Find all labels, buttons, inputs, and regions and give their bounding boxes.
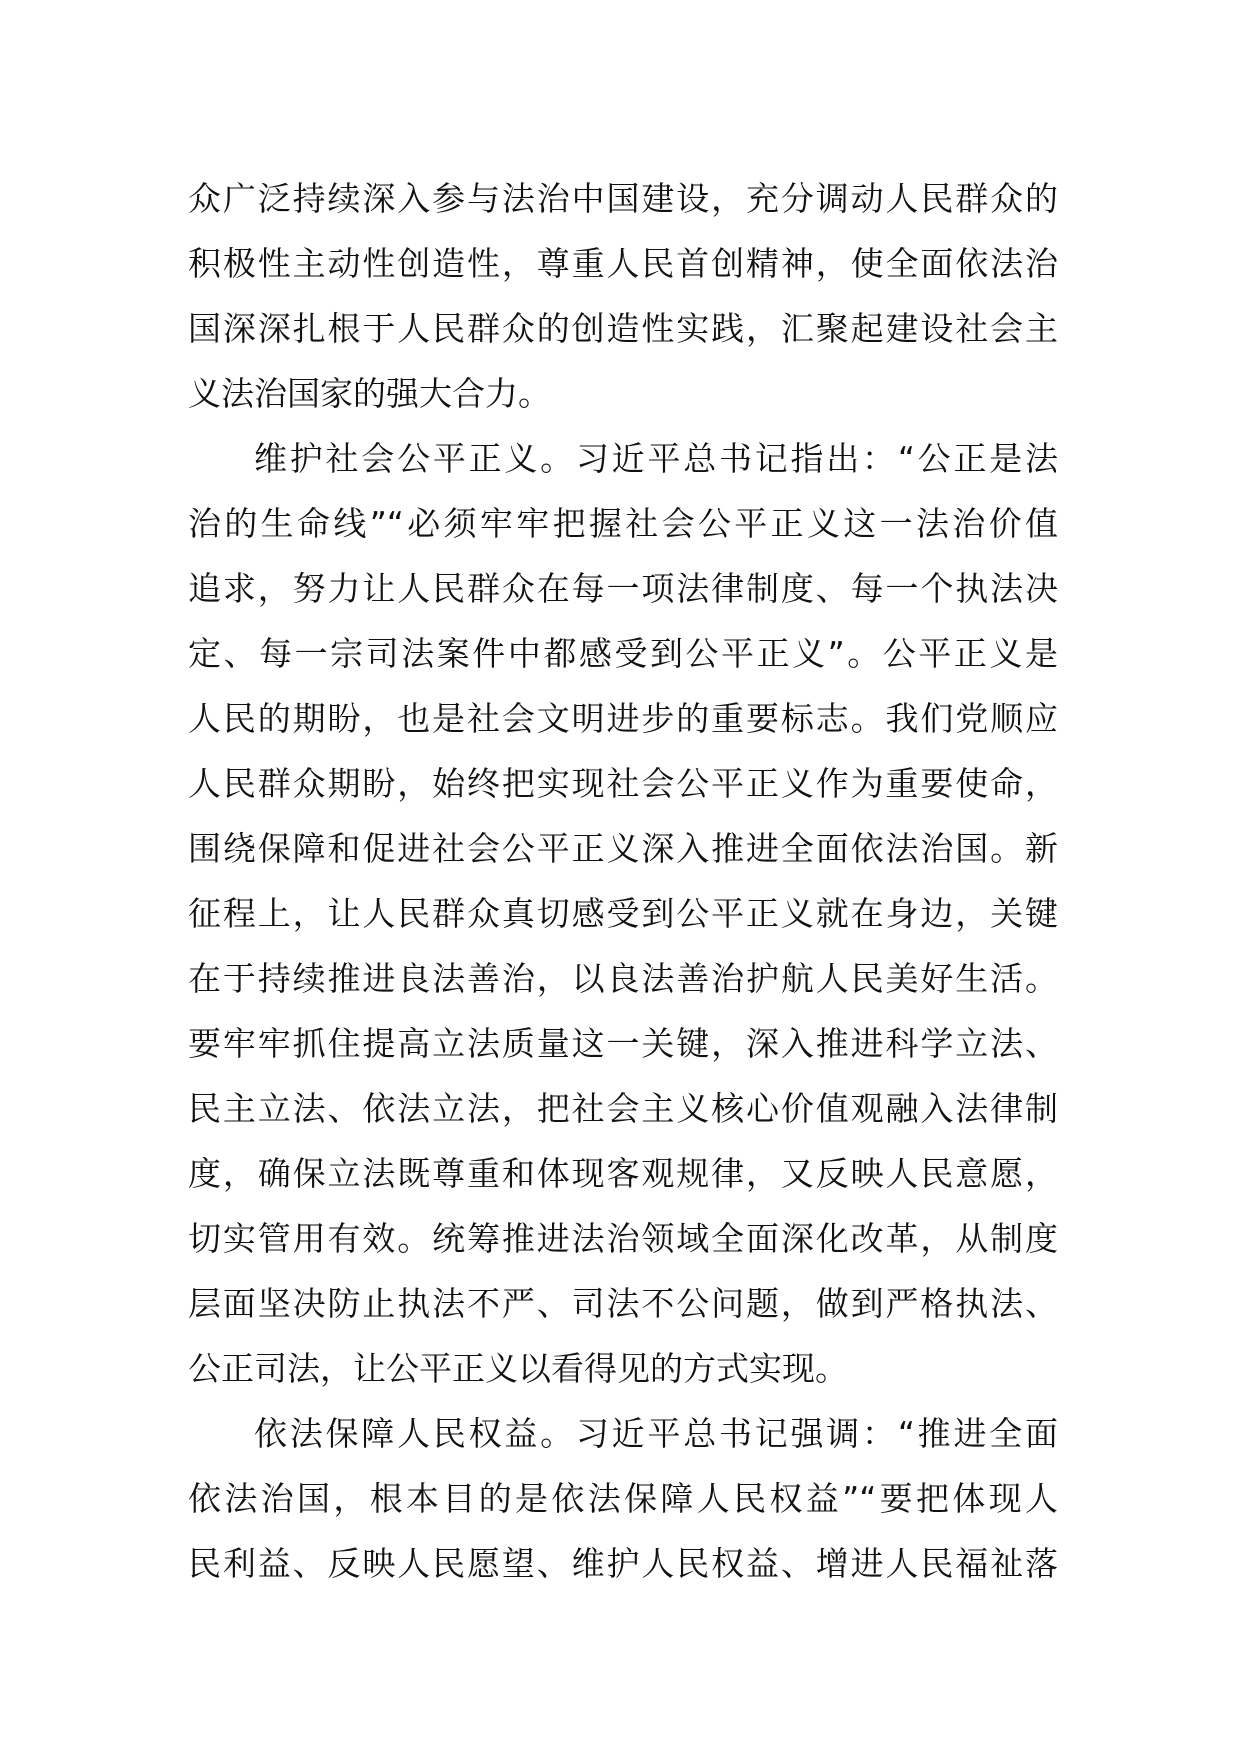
paragraph-line: 围绕保障和促进社会公平正义深入推进全面依法治国。新	[188, 829, 1058, 868]
paragraph-line: 切实管用有效。统筹推进法治领域全面深化改革，从制度	[188, 1219, 1058, 1258]
paragraph-line: 定、每一宗司法案件中都感受到公平正义”。公平正义是	[188, 634, 1058, 673]
document-body	[188, 166, 1058, 1596]
paragraph-line: 要牢牢抓住提高立法质量这一关键，深入推进科学立法、	[188, 1024, 1058, 1063]
paragraph-line: 公正司法，让公平正义以看得见的方式实现。	[188, 1349, 848, 1388]
paragraph-line: 国深深扎根于人民群众的创造性实践，汇聚起建设社会主	[188, 309, 1058, 348]
paragraph-line: 众广泛持续深入参与法治中国建设，充分调动人民群众的	[188, 179, 1058, 218]
paragraph-line: 民主立法、依法立法，把社会主义核心价值观融入法律制	[188, 1089, 1058, 1128]
paragraph-line: 积极性主动性创造性，尊重人民首创精神，使全面依法治	[188, 244, 1058, 283]
paragraph-line: 维护社会公平正义。习近平总书记指出：“公正是法	[254, 439, 1058, 478]
paragraph-line: 追求，努力让人民群众在每一项法律制度、每一个执法决	[188, 569, 1058, 608]
paragraph-line: 依法保障人民权益。习近平总书记强调：“推进全面	[254, 1414, 1058, 1453]
paragraph-2	[188, 426, 1058, 1401]
paragraph-line: 民利益、反映人民愿望、维护人民权益、增进人民福祉落	[188, 1544, 1058, 1583]
paragraph-3	[188, 1401, 1058, 1596]
paragraph-line: 人民的期盼，也是社会文明进步的重要标志。我们党顺应	[188, 699, 1058, 738]
paragraph-line: 度，确保立法既尊重和体现客观规律，又反映人民意愿，	[188, 1154, 1058, 1193]
paragraph-line: 依法治国，根本目的是依法保障人民权益”“要把体现人	[188, 1479, 1058, 1518]
paragraph-line: 层面坚决防止执法不严、司法不公问题，做到严格执法、	[188, 1284, 1058, 1323]
paragraph-line: 征程上，让人民群众真切感受到公平正义就在身边，关键	[188, 894, 1058, 933]
paragraph-1	[188, 166, 1058, 426]
paragraph-line: 义法治国家的强大合力。	[188, 374, 551, 413]
paragraph-line: 在于持续推进良法善治，以良法善治护航人民美好生活。	[188, 959, 1058, 998]
paragraph-line: 治的生命线”“必须牢牢把握社会公平正义这一法治价值	[188, 504, 1058, 543]
paragraph-line: 人民群众期盼，始终把实现社会公平正义作为重要使命，	[188, 764, 1058, 803]
